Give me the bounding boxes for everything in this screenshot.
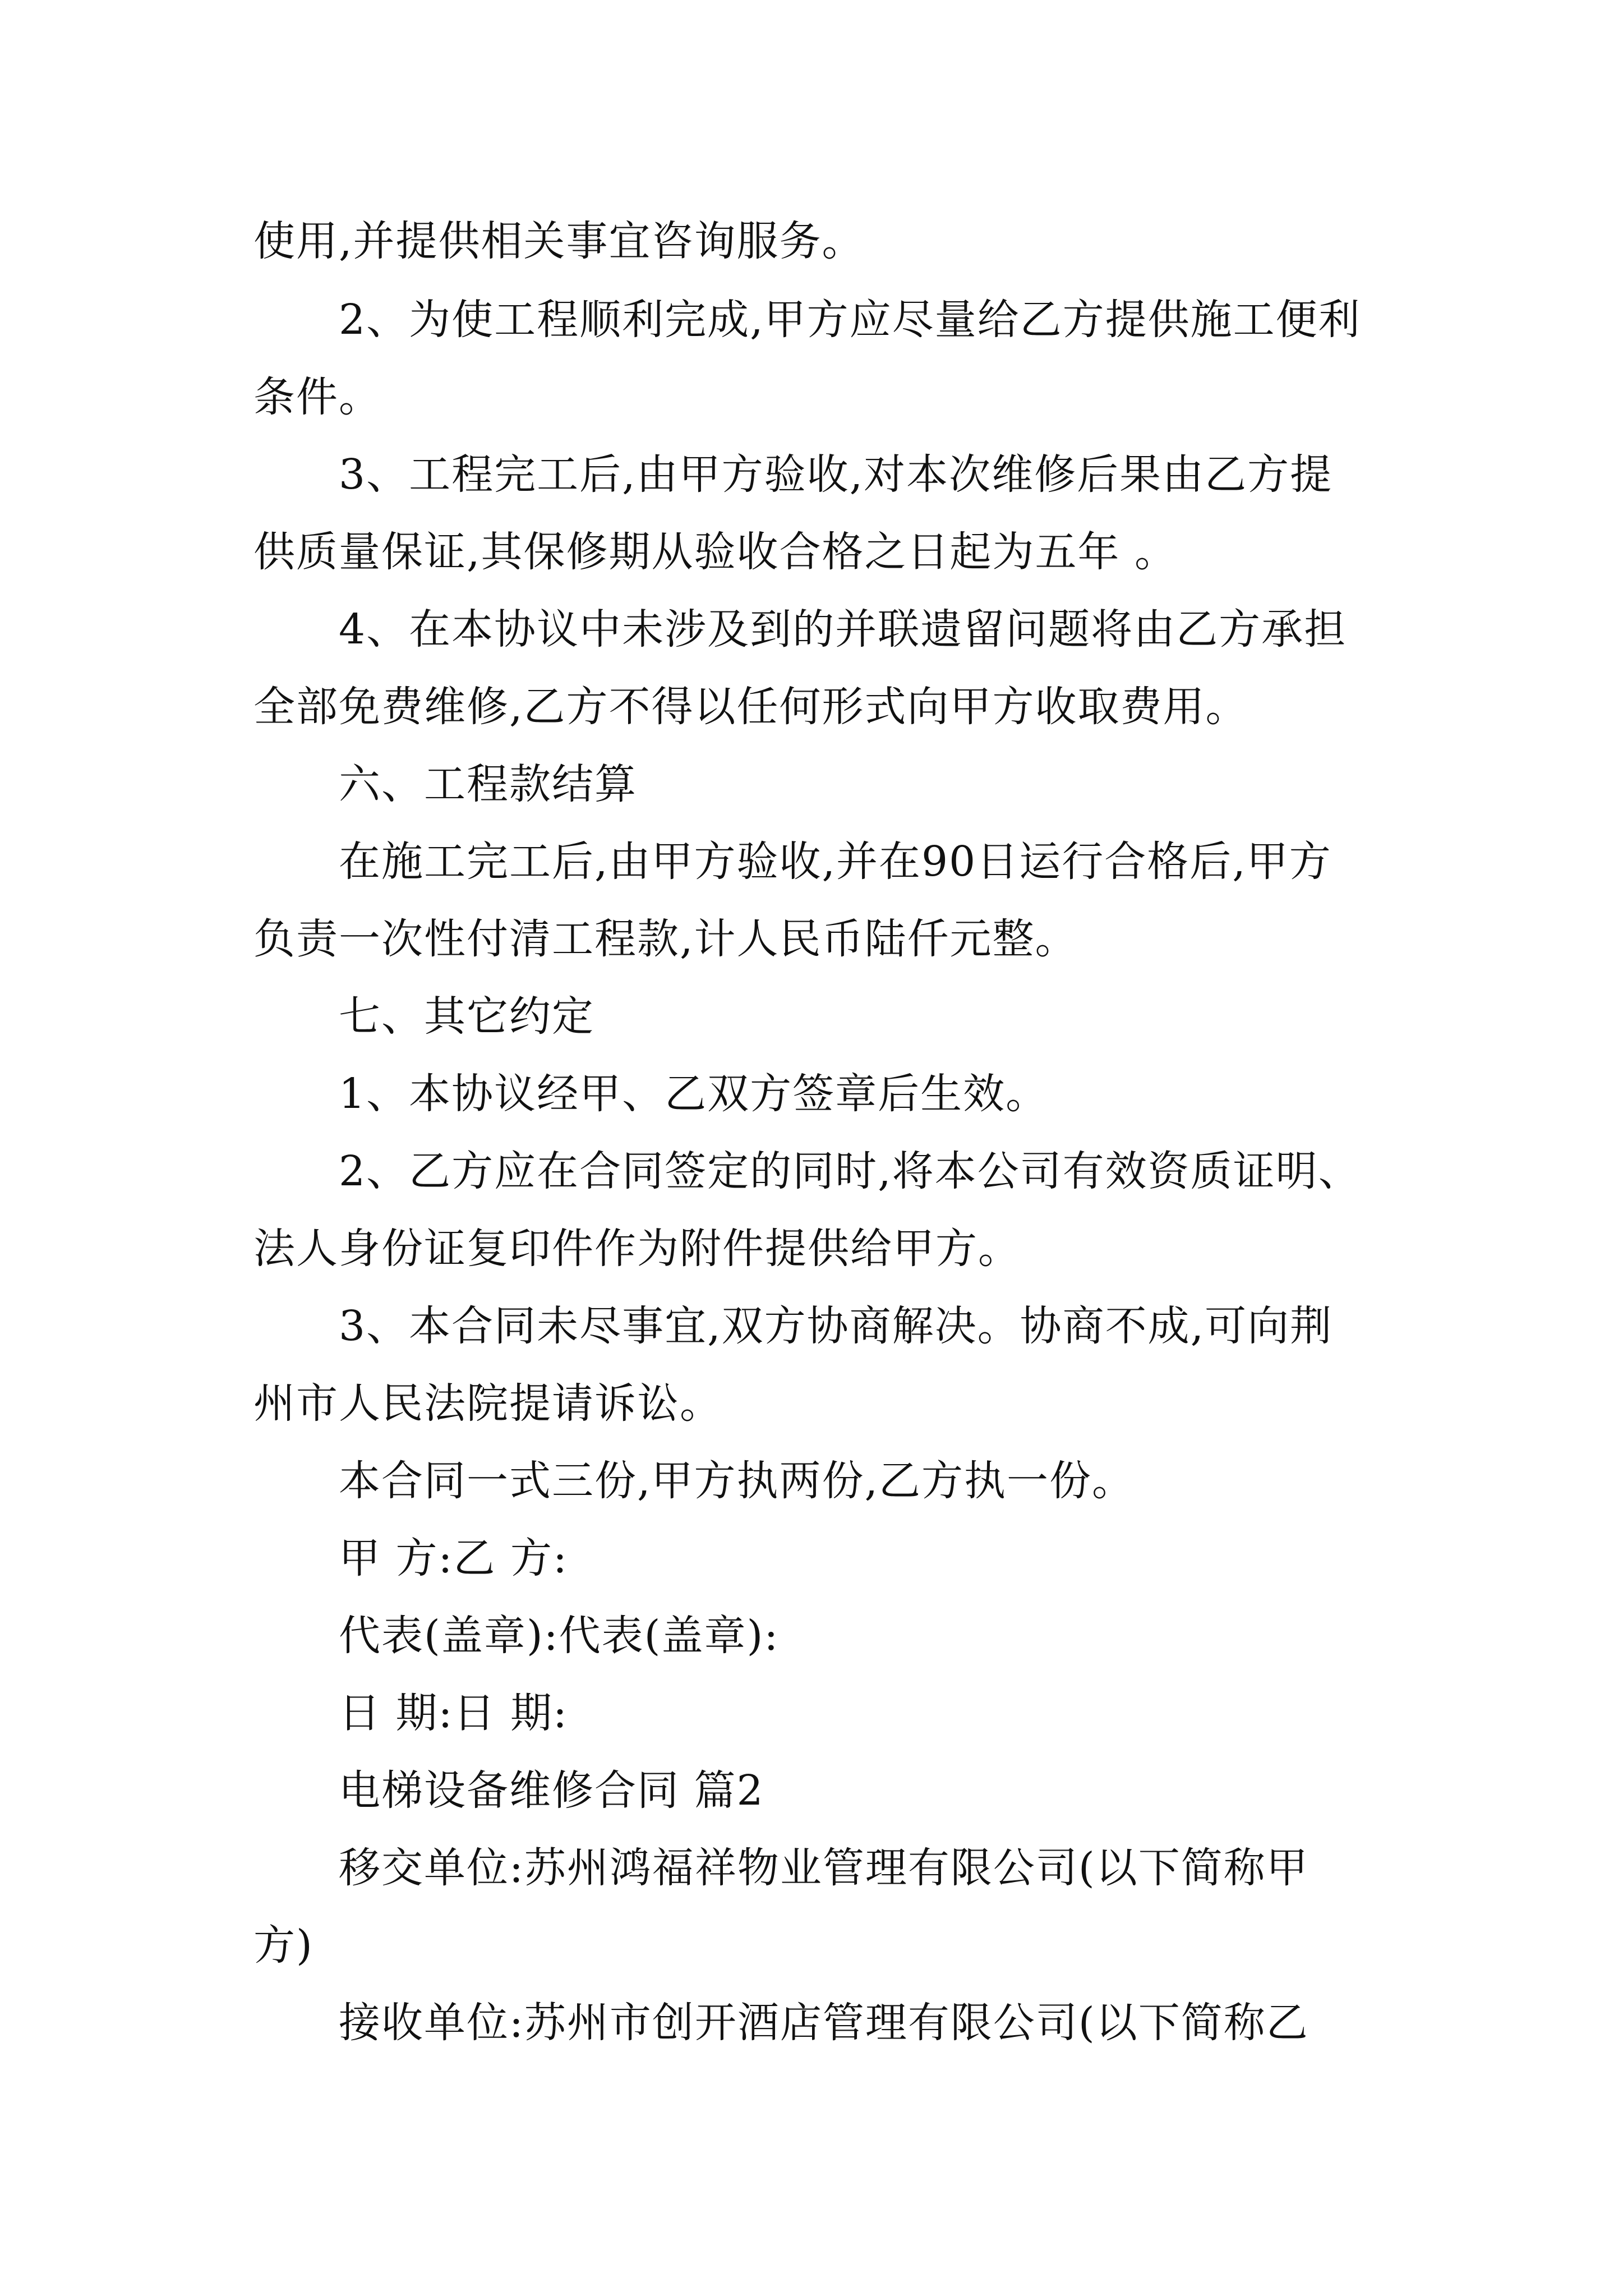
text-line: 2、乙方应在合同签定的同时,将本公司有效资质证明、 bbox=[339, 1147, 1361, 1195]
section-heading: 六、工程款结算 bbox=[339, 760, 637, 808]
text-line: 接收单位:苏州市创开酒店管理有限公司(以下简称乙 bbox=[339, 1999, 1309, 2047]
text-line: 2、为使工程顺利完成,甲方应尽量给乙方提供施工便利 bbox=[339, 296, 1361, 344]
text-line: 州市人民法院提请诉讼。 bbox=[253, 1379, 722, 1428]
text-line: 1、本协议经甲、乙双方签章后生效。 bbox=[339, 1070, 1049, 1118]
text-line: 方) bbox=[253, 1921, 313, 1970]
text-line: 3、工程完工后,由甲方验收,对本次维修后果由乙方提 bbox=[339, 450, 1333, 499]
text-line: 条件。 bbox=[253, 373, 381, 421]
text-line: 负责一次性付清工程款,计人民币陆仟元整。 bbox=[253, 915, 1078, 963]
text-line: 法人身份证复印件作为附件提供给甲方。 bbox=[253, 1225, 1021, 1273]
text-line: 移交单位:苏州鸿福祥物业管理有限公司(以下简称甲 bbox=[339, 1844, 1309, 1892]
text-line: 全部免费维修,乙方不得以任何形式向甲方收取费用。 bbox=[253, 683, 1248, 731]
text-line: 本合同一式三份,甲方执两份,乙方执一份。 bbox=[339, 1457, 1135, 1505]
contract-title: 电梯设备维修合同 篇2 bbox=[339, 1766, 764, 1815]
text-line: 4、在本协议中未涉及到的并联遗留问题将由乙方承担 bbox=[339, 605, 1347, 654]
text-line: 使用,并提供相关事宜咨询服务。 bbox=[253, 217, 865, 265]
section-heading: 七、其它约定 bbox=[339, 992, 594, 1041]
signature-date-line: 日 期:日 期: bbox=[339, 1689, 568, 1737]
text-line: 3、本合同未尽事宜,双方协商解决。协商不成,可向荆 bbox=[339, 1302, 1333, 1350]
signature-party-line: 甲 方:乙 方: bbox=[339, 1534, 568, 1582]
text-line: 供质量保证,其保修期从验收合格之日起为五年 。 bbox=[253, 528, 1178, 576]
signature-representative-line: 代表(盖章):代表(盖章): bbox=[339, 1612, 780, 1660]
text-line: 在施工完工后,由甲方验收,并在90日运行合格后,甲方 bbox=[339, 838, 1332, 886]
